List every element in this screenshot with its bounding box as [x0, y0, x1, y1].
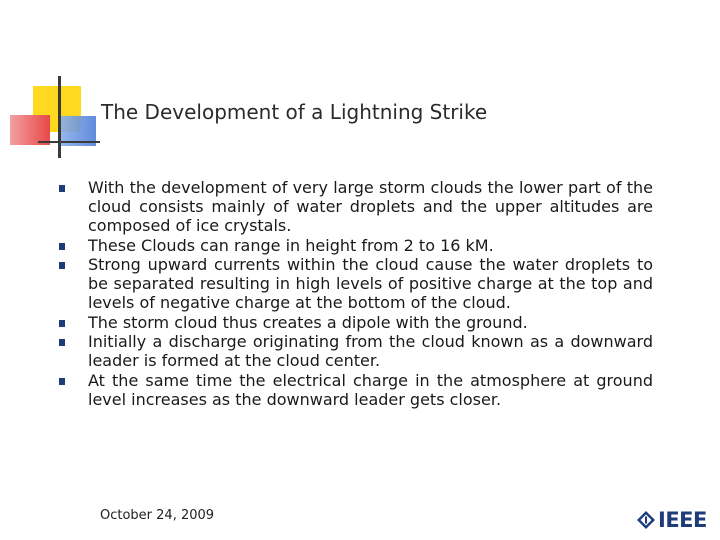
- ieee-logo-text: IEEE: [658, 508, 707, 532]
- bullet-text: Initially a discharge originating from the cloud known as a downward leader is formed at the cloud center.: [88, 332, 653, 370]
- ieee-logo: [636, 509, 707, 531]
- square-bullet-icon: [59, 185, 65, 192]
- square-bullet-icon: [59, 339, 65, 346]
- square-bullet-icon: [59, 378, 65, 385]
- footer-date: October 24, 2009: [100, 508, 215, 523]
- bullet-list: [0, 178, 720, 409]
- slide-title: The Development of a Lightning Strike: [101, 100, 488, 124]
- bullet-item: [88, 332, 653, 370]
- bullet-item: [88, 178, 653, 235]
- bullet-text: With the development of very large storm clouds the lower part of the cloud consists mainly of water droplets and the upper altitudes are composed of ice crystals.: [88, 178, 653, 235]
- square-bullet-icon: [59, 320, 65, 327]
- bullet-item: [88, 371, 653, 409]
- bullet-item: [88, 313, 653, 332]
- decor-vertical-line: [58, 76, 61, 158]
- bullet-text: The storm cloud thus creates a dipole with the ground.: [88, 312, 528, 332]
- bullet-text: These Clouds can range in height from 2 to 16 kM.: [88, 235, 494, 255]
- square-bullet-icon: [59, 262, 65, 269]
- bullet-item: [88, 255, 653, 312]
- bullet-text: At the same time the electrical charge in the atmosphere at ground level increases as the downward leader gets closer.: [88, 370, 653, 409]
- square-bullet-icon: [59, 243, 65, 250]
- bullet-item: [88, 236, 653, 255]
- ieee-diamond-icon: [636, 510, 656, 530]
- decor-horizontal-line: [38, 141, 100, 143]
- bullet-text: Strong upward currents within the cloud cause the water droplets to be separated resulting in high levels of positive charge at the top and levels of negative charge at the bottom of the cloud.: [88, 255, 653, 312]
